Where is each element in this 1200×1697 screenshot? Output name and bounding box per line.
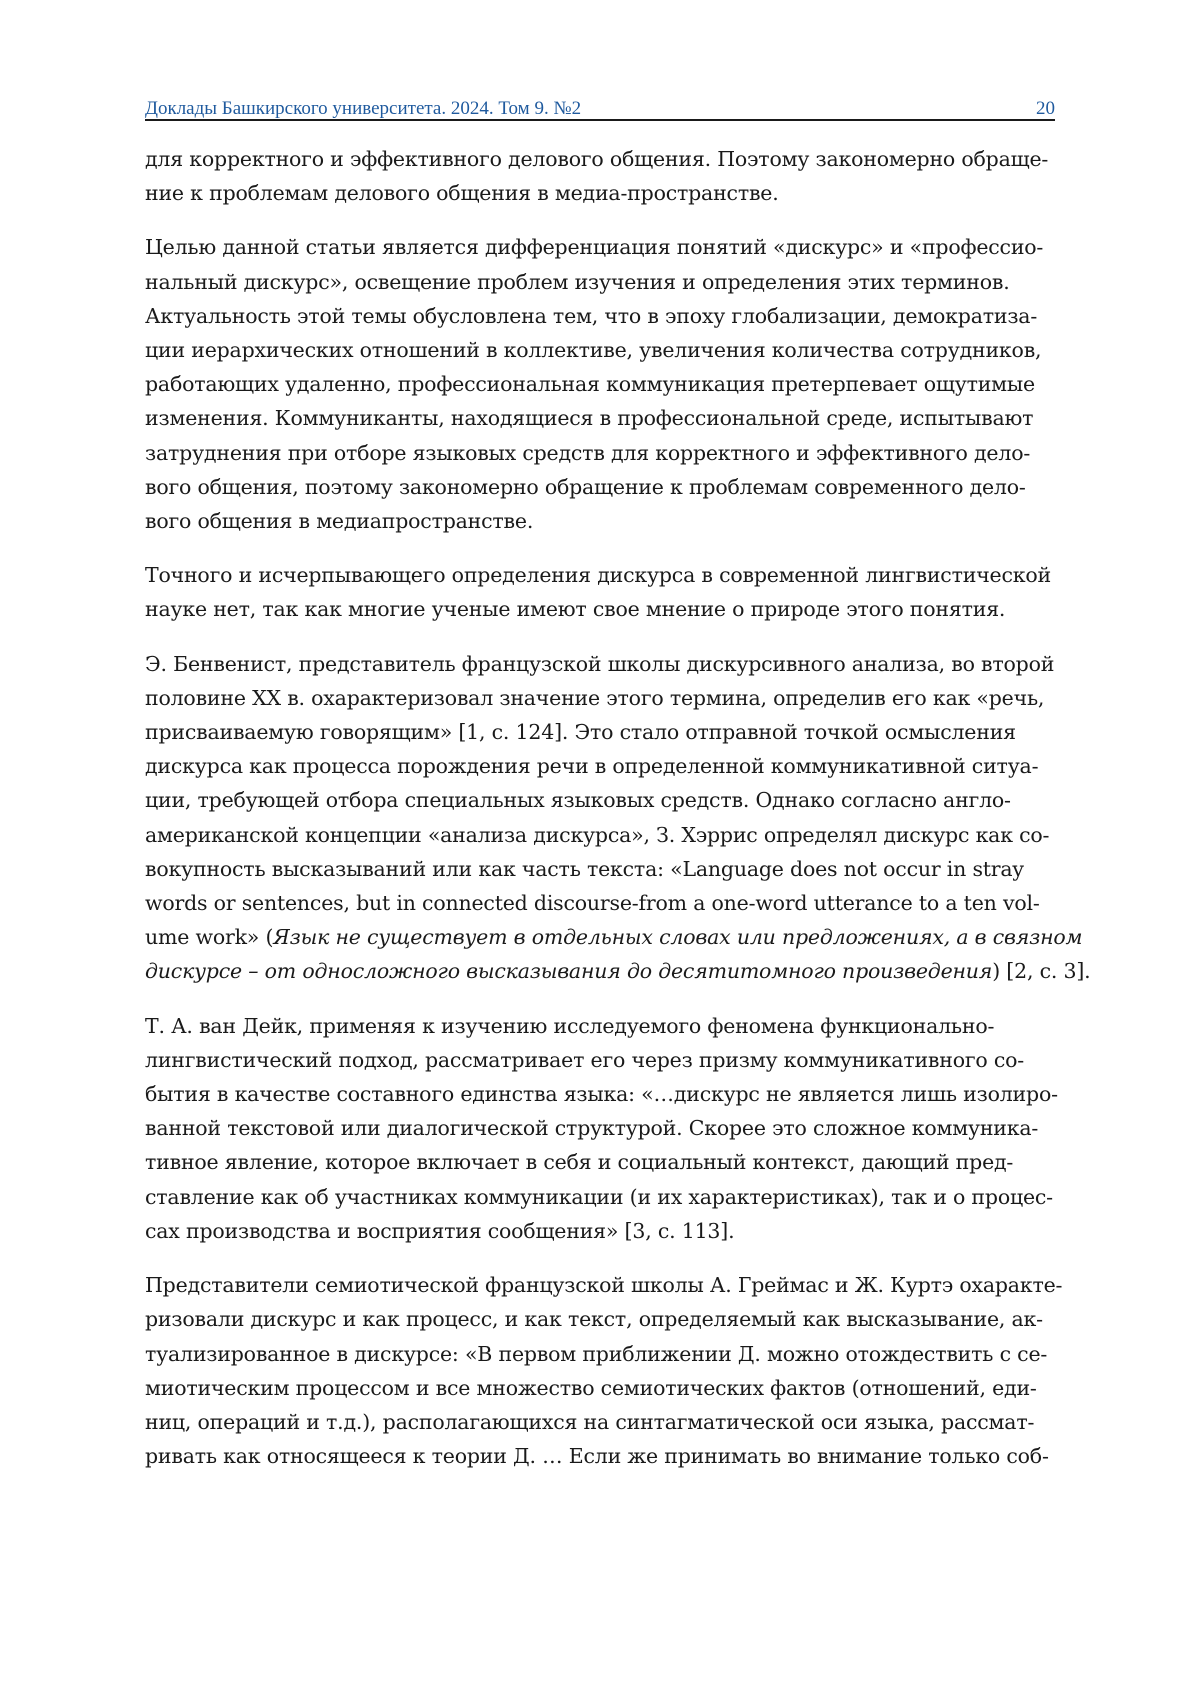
running-header <box>145 92 1055 120</box>
paragraph-1 <box>145 142 1045 210</box>
text-line: работающих удаленно, профессиональная коммуникация претерпевает ощутимые <box>145 367 1045 401</box>
text-line: ции, требующей отбора специальных языковых средств. Однако согласно англо- <box>145 783 1045 817</box>
text-line: нальный дискурс», освещение проблем изучения и определения этих терминов. <box>145 265 1045 299</box>
text-plain: ume work» ( <box>145 925 273 949</box>
text-line: ванной текстовой или диалогической структурой. Скорее это сложное коммуника- <box>145 1111 1045 1145</box>
paragraph-5 <box>145 1009 1045 1248</box>
text-line: Точного и исчерпывающего определения дискурса в современной лингвистической <box>145 558 1045 592</box>
paragraph-6 <box>145 1268 1045 1473</box>
text-line: Э. Бенвенист, представитель французской школы дискурсивного анализа, во второй <box>145 647 1045 681</box>
text-line: бытия в качестве составного единства языка: «…дискурс не является лишь изолиро- <box>145 1077 1045 1111</box>
text-line: сах производства и восприятия сообщения» [3, с. 113]. <box>145 1214 1045 1248</box>
text-plain: ) [2, с. 3]. <box>992 959 1090 983</box>
article-body <box>145 142 1045 1493</box>
paragraph-3 <box>145 558 1045 626</box>
page-number: 20 <box>1036 98 1055 120</box>
text-line: ривать как относящееся к теории Д. … Если же принимать во внимание только соб- <box>145 1439 1045 1473</box>
text-line: вокупность высказываний или как часть текста: «Language does not occur in stray <box>145 852 1045 886</box>
text-line: words or sentences, but in connected discourse-from a one-word utterance to a ten vol- <box>145 886 1045 920</box>
text-line: туализированное в дискурсе: «В первом приближении Д. можно отождествить с се- <box>145 1337 1045 1371</box>
header-divider <box>145 119 1055 121</box>
text-line: Актуальность этой темы обусловлена тем, что в эпоху глобализации, демократиза- <box>145 299 1045 333</box>
text-line: присваиваемую говорящим» [1, с. 124]. Это стало отправной точкой осмысления <box>145 715 1045 749</box>
text-line: лингвистический подход, рассматривает его через призму коммуникативного со- <box>145 1043 1045 1077</box>
text-line: ниц, операций и т.д.), располагающихся на синтагматической оси языка, рассмат- <box>145 1405 1045 1439</box>
text-line-mixed <box>145 954 1045 988</box>
paragraph-2 <box>145 230 1045 538</box>
text-line: ние к проблемам делового общения в медиа-пространстве. <box>145 176 1045 210</box>
text-line: вого общения, поэтому закономерно обращение к проблемам современного дело- <box>145 470 1045 504</box>
text-line: ставление как об участниках коммуникации (и их характеристиках), так и о процес- <box>145 1180 1045 1214</box>
text-line: тивное явление, которое включает в себя и социальный контекст, дающий пред- <box>145 1145 1045 1179</box>
text-line: науке нет, так как многие ученые имеют свое мнение о природе этого понятия. <box>145 592 1045 626</box>
text-line: ции иерархических отношений в коллективе, увеличения количества сотрудников, <box>145 333 1045 367</box>
text-line: миотическим процессом и все множество семиотических фактов (отношений, еди- <box>145 1371 1045 1405</box>
paragraph-4 <box>145 647 1045 989</box>
text-line: американской концепции «анализа дискурса», З. Хэррис определял дискурс как со- <box>145 818 1045 852</box>
text-line: половине XX в. охарактеризовал значение этого термина, определив его как «речь, <box>145 681 1045 715</box>
translation-italic: Язык не существует в отдельных словах или предложениях, а в связном <box>273 925 1082 949</box>
journal-title: Доклады Башкирского университета. 2024. Том 9. №2 <box>145 98 581 120</box>
translation-italic: дискурсе – от односложного высказывания до десятитомного произведения <box>145 959 992 983</box>
text-line: Т. А. ван Дейк, применяя к изучению исследуемого феномена функционально- <box>145 1009 1045 1043</box>
text-line: затруднения при отборе языковых средств для корректного и эффективного дело- <box>145 436 1045 470</box>
text-line-mixed <box>145 920 1045 954</box>
text-line: вого общения в медиапространстве. <box>145 504 1045 538</box>
text-line: изменения. Коммуниканты, находящиеся в профессиональной среде, испытывают <box>145 401 1045 435</box>
text-line: Целью данной статьи является дифференциация понятий «дискурс» и «профессио- <box>145 230 1045 264</box>
text-line: ризовали дискурс и как процесс, и как текст, определяемый как высказывание, ак- <box>145 1302 1045 1336</box>
text-line: для корректного и эффективного делового общения. Поэтому закономерно обраще- <box>145 142 1045 176</box>
text-line: Представители семиотической французской школы А. Греймас и Ж. Куртэ охаракте- <box>145 1268 1045 1302</box>
text-line: дискурса как процесса порождения речи в определенной коммуникативной ситуа- <box>145 749 1045 783</box>
